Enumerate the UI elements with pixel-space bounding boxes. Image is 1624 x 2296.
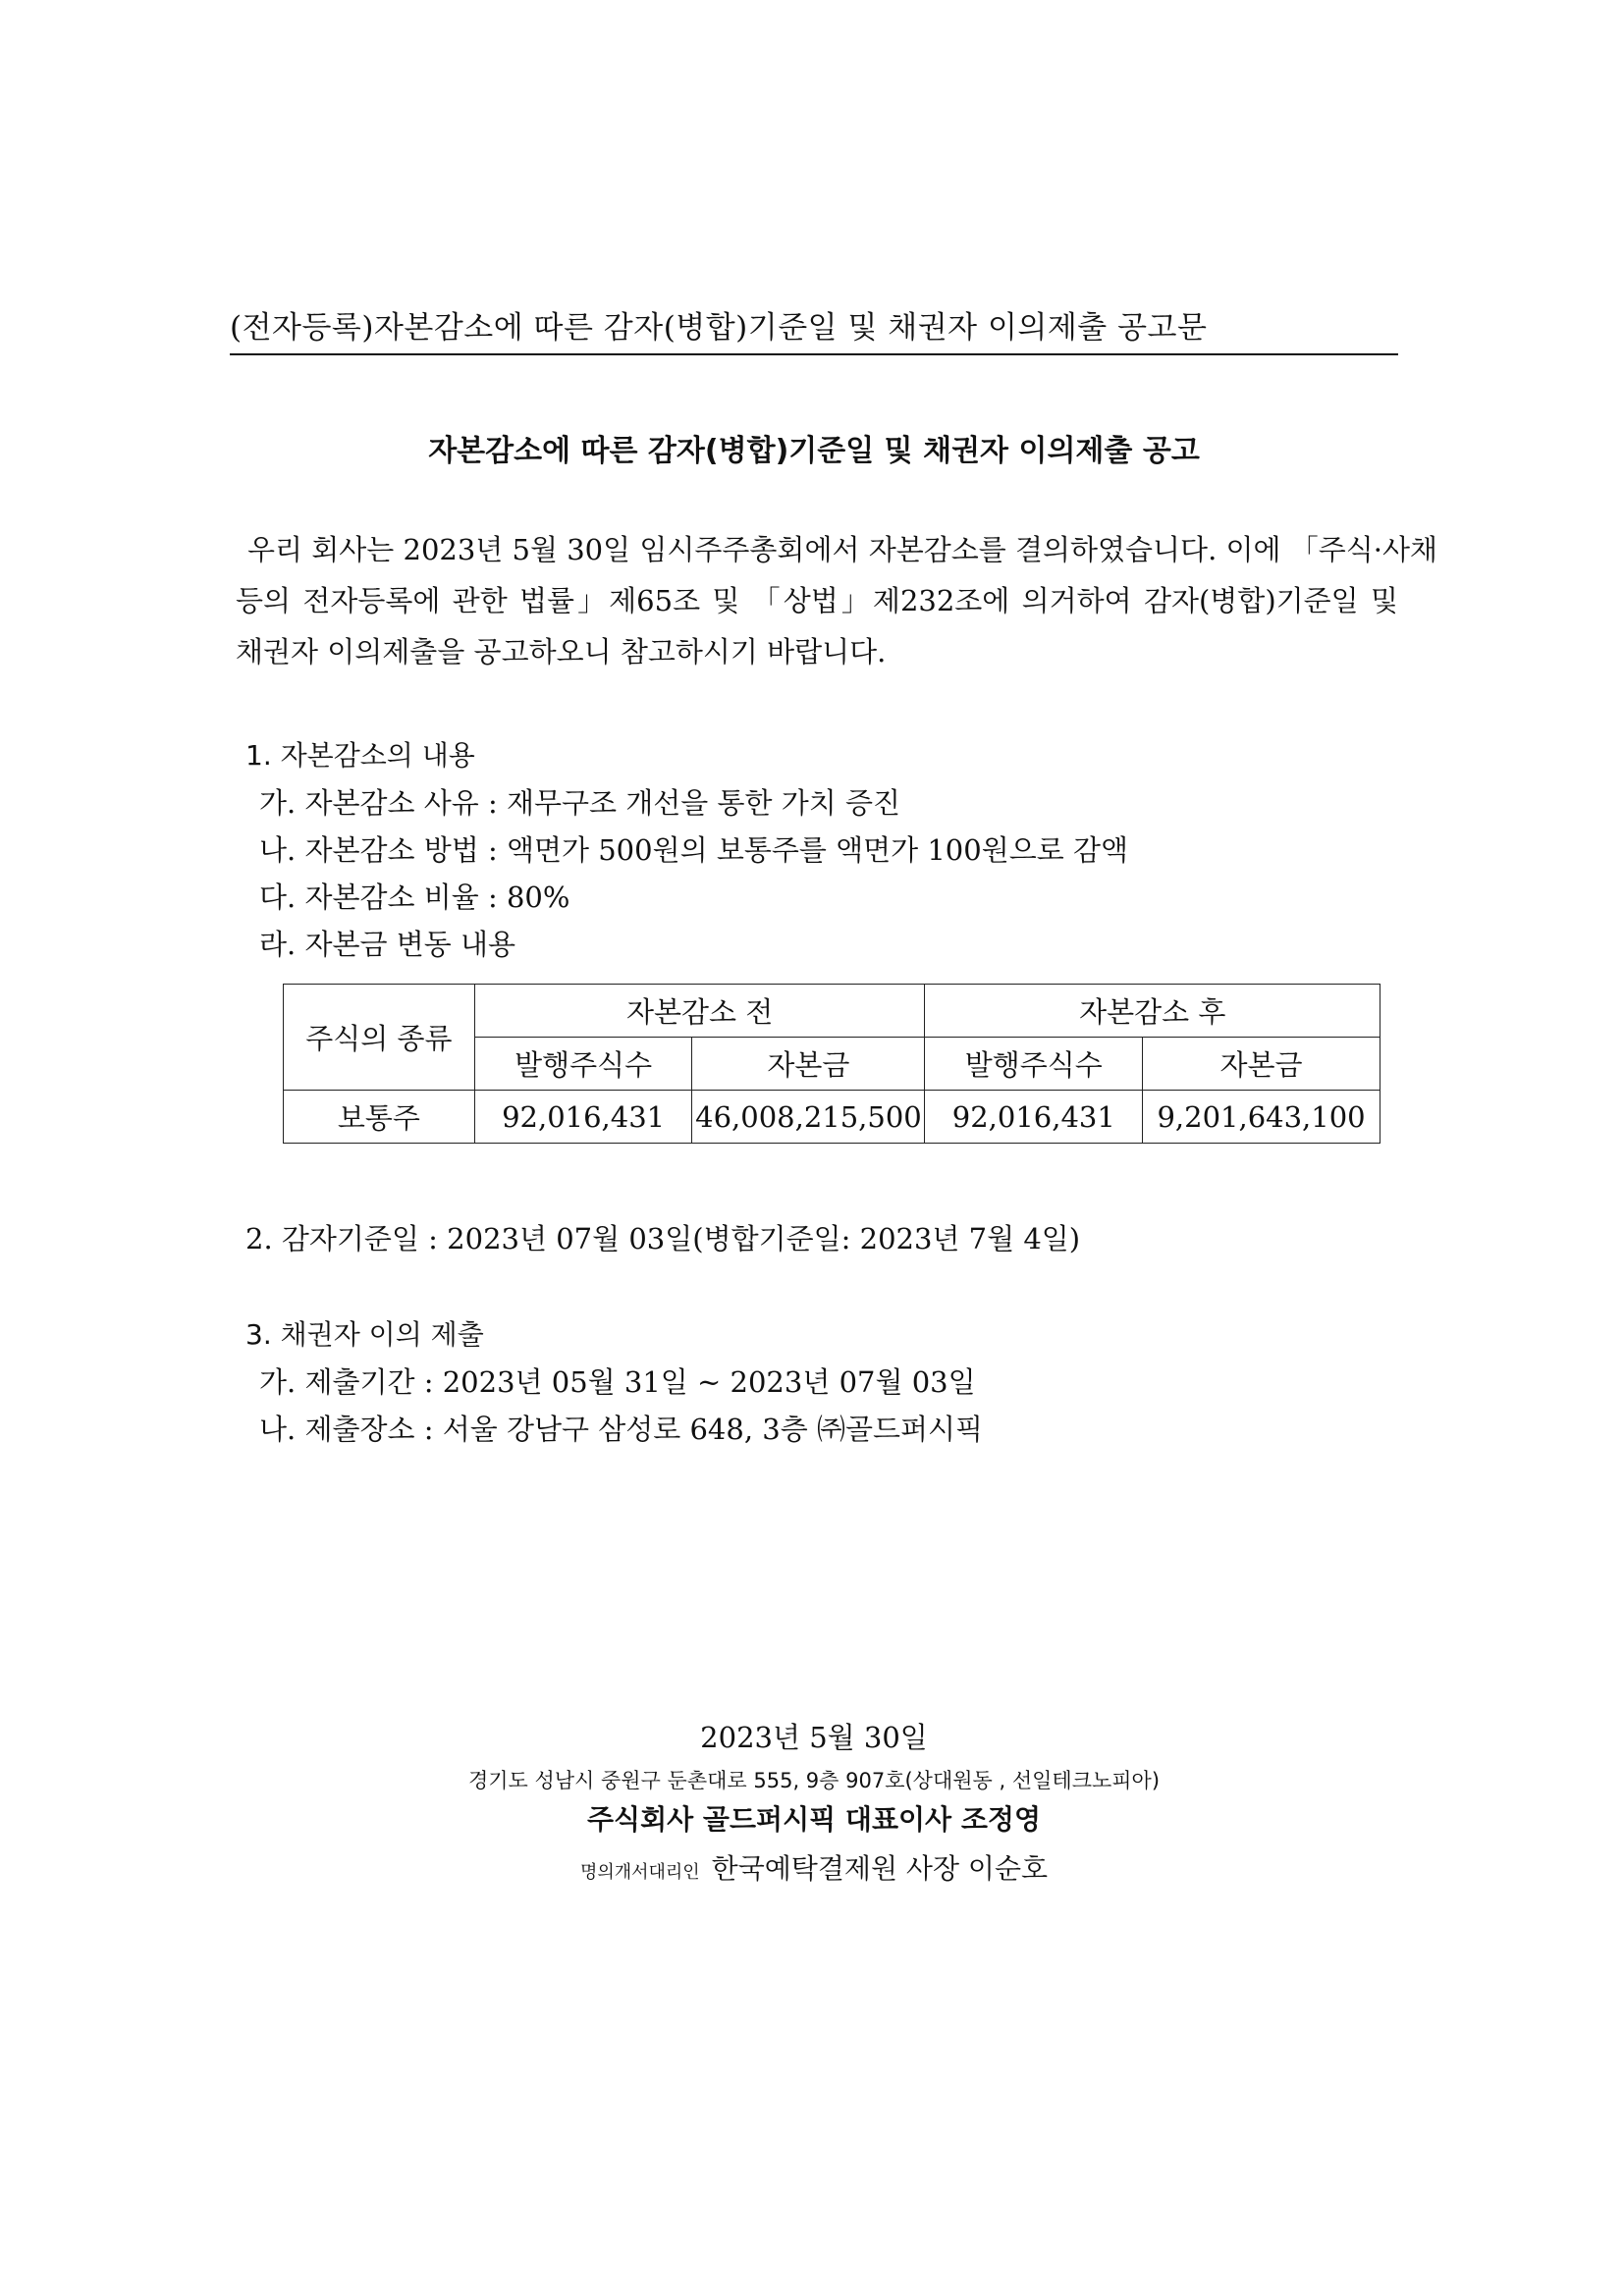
section-1-item-reason: 가. 자본감소 사유 : 재무구조 개선을 통한 가치 증진: [259, 786, 901, 820]
company-representative: 주식회사 골드퍼시픽 대표이사 조정영: [586, 1803, 1041, 1836]
document-title: (전자등록)자본감소에 따른 감자(병합)기준일 및 채권자 이의제출 공고문: [230, 310, 1208, 346]
intro-line-1: 우리 회사는 2023년 5월 30일 임시주주총회에서 자본감소를 결의하였습니다. 이에 「주식·사채: [247, 533, 1438, 566]
section-3-item-period: 가. 제출기간 : 2023년 05월 31일 ~ 2023년 07월 03일: [259, 1365, 976, 1399]
section-3: [245, 1311, 983, 1453]
table-header-after-capital: 자본금: [1143, 1038, 1380, 1091]
transfer-agent-name: 한국예탁결제원 사장 이순호: [711, 1852, 1049, 1885]
table-header-before: 자본감소 전: [474, 985, 925, 1038]
table-header-after: 자본감소 후: [925, 985, 1380, 1038]
company-address: 경기도 성남시 중원구 둔촌대로 555, 9층 907호(상대원동 , 선일테크노피아): [467, 1769, 1161, 1792]
section-1: [245, 732, 1128, 968]
intro-line-2: 등의 전자등록에 관한 법률」제65조 및 「상법」제232조에 의거하여 감자(병합)기준일 및: [236, 584, 1398, 617]
table-header-after-shares: 발행주식수: [925, 1038, 1143, 1091]
section-1-item-change: 라. 자본금 변동 내용: [259, 928, 515, 961]
section-3-heading: 3. 채권자 이의 제출: [245, 1318, 484, 1351]
intro-paragraph: [236, 524, 1438, 677]
cell-before-shares: 92,016,431: [474, 1091, 692, 1144]
cell-share-type: 보통주: [284, 1091, 475, 1144]
section-1-heading: 1. 자본감소의 내용: [245, 739, 475, 772]
notice-heading: 자본감소에 따른 감자(병합)기준일 및 채권자 이의제출 공고: [428, 434, 1200, 468]
transfer-agent: [230, 1847, 1398, 1887]
cell-after-capital: 9,201,643,100: [1143, 1091, 1380, 1144]
title-underline: [230, 353, 1398, 355]
capital-change-table: [283, 984, 1380, 1144]
table-header-before-capital: 자본금: [692, 1038, 925, 1091]
section-2-text: 2. 감자기준일 : 2023년 07월 03일(병합기준일: 2023년 7월 4일): [245, 1222, 1081, 1255]
section-3-item-place: 나. 제출장소 : 서울 강남구 삼성로 648, 3층 ㈜골드퍼시픽: [259, 1413, 984, 1446]
section-1-item-ratio: 다. 자본감소 비율 : 80%: [259, 881, 570, 914]
cell-before-capital: 46,008,215,500: [692, 1091, 925, 1144]
intro-line-3: 채권자 이의제출을 공고하오니 참고하시기 바랍니다.: [236, 635, 887, 668]
signature-date: 2023년 5월 30일: [700, 1721, 928, 1754]
table-header-before-shares: 발행주식수: [474, 1038, 692, 1091]
transfer-agent-prefix: 명의개서대리인: [579, 1862, 700, 1883]
cell-after-shares: 92,016,431: [925, 1091, 1143, 1144]
section-2: [245, 1215, 1080, 1262]
table-row: [284, 1091, 1380, 1144]
table-header-share-type: 주식의 종류: [284, 985, 475, 1091]
section-1-item-method: 나. 자본감소 방법 : 액면가 500원의 보통주를 액면가 100원으로 감액: [259, 833, 1128, 867]
